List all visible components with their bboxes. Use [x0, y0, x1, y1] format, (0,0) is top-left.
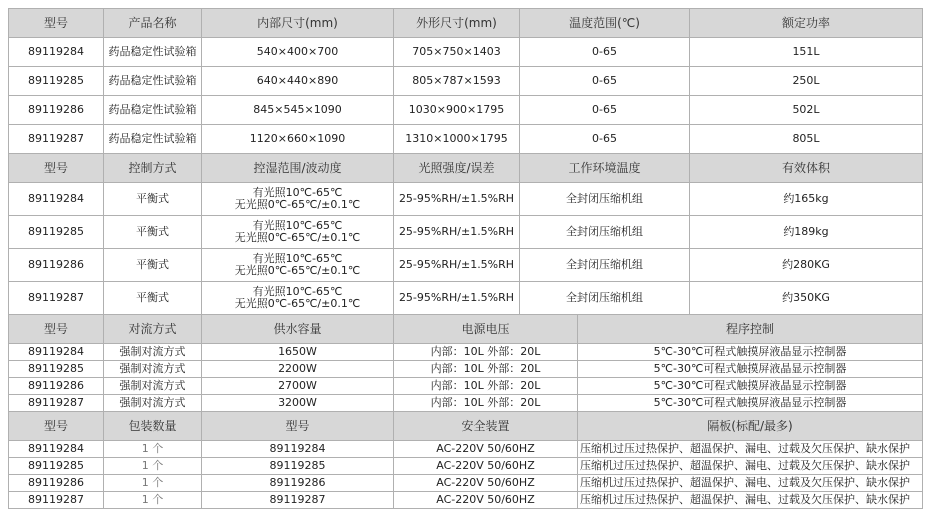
table-cell: 1 个 — [104, 441, 202, 458]
table-cell: 5℃-30℃可程式触摸屏液晶显示控制器 — [578, 344, 923, 361]
table-cell: 药品稳定性试验箱 — [104, 38, 202, 67]
table-cell: 805×787×1593 — [394, 67, 520, 96]
table-row — [9, 458, 923, 475]
table-cell: 约189kg — [690, 216, 923, 249]
table-cell: 845×545×1090 — [202, 96, 394, 125]
table-cell: 压缩机过压过热保护、超温保护、漏电、过载及欠压保护、缺水保护 — [578, 441, 923, 458]
table-cell: 25-95%RH/±1.5%RH — [394, 183, 520, 216]
table-cell: 强制对流方式 — [104, 344, 202, 361]
table-cell: 89119284 — [202, 441, 394, 458]
section4-header-row — [9, 412, 923, 441]
table-cell: 89119285 — [9, 361, 104, 378]
table-cell: 89119287 — [9, 492, 104, 509]
table-cell: AC-220V 50/60HZ — [394, 441, 578, 458]
table-cell: 805L — [690, 125, 923, 154]
section3-header-row — [9, 315, 923, 344]
table-cell: 全封闭压缩机组 — [520, 249, 690, 282]
table-cell: 内部：10L 外部：20L — [394, 378, 578, 395]
table-cell: 内部：10L 外部：20L — [394, 361, 578, 378]
header-cell: 型号 — [9, 9, 104, 38]
table-cell: 89119284 — [9, 344, 104, 361]
table-row — [9, 361, 923, 378]
header-cell: 工作环境温度 — [520, 154, 690, 183]
table-cell: 强制对流方式 — [104, 395, 202, 412]
table-row — [9, 475, 923, 492]
table-cell: 5℃-30℃可程式触摸屏液晶显示控制器 — [578, 395, 923, 412]
table-cell: 0-65 — [520, 67, 690, 96]
table-cell: 89119285 — [9, 458, 104, 475]
table-cell: 89119286 — [9, 96, 104, 125]
header-cell: 型号 — [9, 154, 104, 183]
table-cell: 全封闭压缩机组 — [520, 216, 690, 249]
header-cell: 温度范围(℃) — [520, 9, 690, 38]
table-cell: 3200W — [202, 395, 394, 412]
table-cell: 89119284 — [9, 441, 104, 458]
table-cell: 1 个 — [104, 475, 202, 492]
spec-table — [8, 8, 923, 509]
header-cell: 控制方式 — [104, 154, 202, 183]
table-cell: 89119284 — [9, 183, 104, 216]
table-cell: 89119286 — [202, 475, 394, 492]
header-cell: 有效体积 — [690, 154, 923, 183]
table-cell: 1120×660×1090 — [202, 125, 394, 154]
table-cell: 平衡式 — [104, 216, 202, 249]
table-cell: 1030×900×1795 — [394, 96, 520, 125]
table-cell: 2700W — [202, 378, 394, 395]
table-row — [9, 216, 923, 249]
table-cell — [202, 249, 394, 282]
table-row — [9, 344, 923, 361]
table-cell: 5℃-30℃可程式触摸屏液晶显示控制器 — [578, 361, 923, 378]
humidity-line-1: 有光照10℃-65℃ — [252, 285, 343, 298]
table-cell: 25-95%RH/±1.5%RH — [394, 282, 520, 315]
table-row — [9, 378, 923, 395]
table-row — [9, 125, 923, 154]
table-row — [9, 38, 923, 67]
table-row — [9, 395, 923, 412]
humidity-line-1: 有光照10℃-65℃ — [252, 219, 343, 232]
table-cell: 压缩机过压过热保护、超温保护、漏电、过载及欠压保护、缺水保护 — [578, 458, 923, 475]
humidity-line-1: 有光照10℃-65℃ — [252, 252, 343, 265]
table-cell — [202, 216, 394, 249]
table-cell — [202, 183, 394, 216]
humidity-line-2: 无光照0℃-65℃/±0.1℃ — [234, 231, 361, 244]
table-cell: 89119285 — [202, 458, 394, 475]
table-cell: 250L — [690, 67, 923, 96]
header-cell: 程序控制 — [578, 315, 923, 344]
table-cell: 压缩机过压过热保护、超温保护、漏电、过载及欠压保护、缺水保护 — [578, 475, 923, 492]
section1-header-row — [9, 9, 923, 38]
header-cell: 产品名称 — [104, 9, 202, 38]
table-cell: AC-220V 50/60HZ — [394, 492, 578, 509]
table-cell: 89119287 — [9, 395, 104, 412]
table-cell: 药品稳定性试验箱 — [104, 67, 202, 96]
table-cell: 25-95%RH/±1.5%RH — [394, 216, 520, 249]
humidity-line-2: 无光照0℃-65℃/±0.1℃ — [234, 198, 361, 211]
header-cell: 安全装置 — [394, 412, 578, 441]
table-cell: 151L — [690, 38, 923, 67]
humidity-line-1: 有光照10℃-65℃ — [252, 186, 343, 199]
table-cell: 约165kg — [690, 183, 923, 216]
header-cell: 供水容量 — [202, 315, 394, 344]
table-cell — [202, 282, 394, 315]
table-row — [9, 492, 923, 509]
table-cell: 2200W — [202, 361, 394, 378]
table-row — [9, 282, 923, 315]
table-cell: 1650W — [202, 344, 394, 361]
table-row — [9, 183, 923, 216]
table-cell: 内部：10L 外部：20L — [394, 395, 578, 412]
header-cell: 包装数量 — [104, 412, 202, 441]
header-cell: 外形尺寸(mm) — [394, 9, 520, 38]
table-cell: 药品稳定性试验箱 — [104, 96, 202, 125]
table-cell: 内部：10L 外部：20L — [394, 344, 578, 361]
table-cell: 89119285 — [9, 67, 104, 96]
table-cell: 89119284 — [9, 38, 104, 67]
header-cell: 电源电压 — [394, 315, 578, 344]
table-row — [9, 67, 923, 96]
table-cell: 640×440×890 — [202, 67, 394, 96]
header-cell: 内部尺寸(mm) — [202, 9, 394, 38]
table-cell: 1 个 — [104, 458, 202, 475]
table-row — [9, 441, 923, 458]
table-cell: 强制对流方式 — [104, 361, 202, 378]
table-cell: 5℃-30℃可程式触摸屏液晶显示控制器 — [578, 378, 923, 395]
table-cell: 1310×1000×1795 — [394, 125, 520, 154]
table-cell: 89119285 — [9, 216, 104, 249]
table-cell: 约280KG — [690, 249, 923, 282]
table-cell: 平衡式 — [104, 183, 202, 216]
table-cell: 89119286 — [9, 378, 104, 395]
header-cell: 光照强度/误差 — [394, 154, 520, 183]
table-cell: 强制对流方式 — [104, 378, 202, 395]
table-cell: 502L — [690, 96, 923, 125]
table-cell: 0-65 — [520, 38, 690, 67]
table-cell: 89119286 — [9, 249, 104, 282]
table-cell: 约350KG — [690, 282, 923, 315]
header-cell: 隔板(标配/最多) — [578, 412, 923, 441]
section2-header-row — [9, 154, 923, 183]
header-cell: 控湿范围/波动度 — [202, 154, 394, 183]
table-cell: AC-220V 50/60HZ — [394, 475, 578, 492]
table-row — [9, 96, 923, 125]
table-cell: 89119286 — [9, 475, 104, 492]
table-cell: 89119287 — [202, 492, 394, 509]
header-cell: 型号 — [9, 412, 104, 441]
table-cell: AC-220V 50/60HZ — [394, 458, 578, 475]
table-row — [9, 249, 923, 282]
humidity-line-2: 无光照0℃-65℃/±0.1℃ — [234, 297, 361, 310]
header-cell: 型号 — [202, 412, 394, 441]
table-cell: 540×400×700 — [202, 38, 394, 67]
table-cell: 0-65 — [520, 96, 690, 125]
table-cell: 705×750×1403 — [394, 38, 520, 67]
table-cell: 药品稳定性试验箱 — [104, 125, 202, 154]
table-cell: 0-65 — [520, 125, 690, 154]
header-cell: 型号 — [9, 315, 104, 344]
header-cell: 额定功率 — [690, 9, 923, 38]
header-cell: 对流方式 — [104, 315, 202, 344]
table-cell: 平衡式 — [104, 249, 202, 282]
table-cell: 1 个 — [104, 492, 202, 509]
table-cell: 25-95%RH/±1.5%RH — [394, 249, 520, 282]
table-cell: 89119287 — [9, 282, 104, 315]
table-cell: 平衡式 — [104, 282, 202, 315]
table-cell: 89119287 — [9, 125, 104, 154]
table-cell: 全封闭压缩机组 — [520, 282, 690, 315]
table-cell: 全封闭压缩机组 — [520, 183, 690, 216]
table-cell: 压缩机过压过热保护、超温保护、漏电、过载及欠压保护、缺水保护 — [578, 492, 923, 509]
humidity-line-2: 无光照0℃-65℃/±0.1℃ — [234, 264, 361, 277]
